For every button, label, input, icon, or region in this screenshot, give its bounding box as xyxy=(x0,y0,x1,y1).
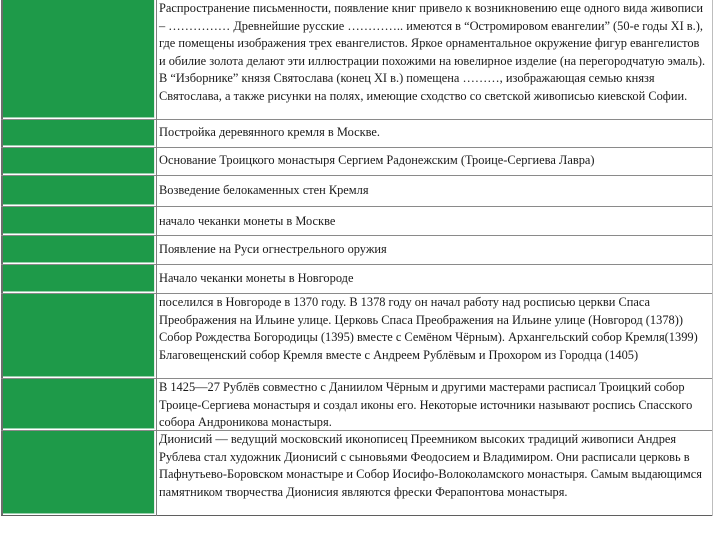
table-row xyxy=(1,176,713,207)
answer-cell[interactable] xyxy=(3,379,155,429)
table-row xyxy=(1,294,713,379)
description-cell: Основание Троицкого монастыря Сергием Радонежским (Троице-Сергиева Лавра) xyxy=(159,153,595,167)
answer-cell[interactable] xyxy=(3,0,155,118)
answer-cell[interactable] xyxy=(3,431,155,514)
answer-cell[interactable] xyxy=(3,176,155,205)
description-cell: В 1425—27 Рублёв совместно с Даниилом Чёрным и другими мастерами расписал Троицкий собор Троице-Сергиева монастыря и создал иконы его. Некоторые источники называют роспись Спасского собора Андроникова монастыря. xyxy=(159,380,693,429)
table-row xyxy=(1,148,713,176)
table-row xyxy=(1,120,713,148)
description-cell: Появление на Руси огнестрельного оружия xyxy=(159,242,387,256)
description-cell: Дионисий — ведущий московский иконописец Преемником высоких традиций живописи Андрея Рублева стал художник Дионисий с сыновьями Феодосием и Владимиром. Они расписали церковь в Пафнутьево-Боровском монастыре и Собор Иосифо-Волоколамского монастыря. Самым выдающимся памятником творчества Дионисия являются фрески Ферапонтова монастыря. xyxy=(159,432,702,499)
table-row xyxy=(1,431,713,516)
answer-cell[interactable] xyxy=(3,148,155,174)
description-cell: Постройка деревянного кремля в Москве. xyxy=(159,125,380,139)
table-row xyxy=(1,0,713,120)
answer-cell[interactable] xyxy=(3,294,155,377)
table-row xyxy=(1,207,713,236)
answer-cell[interactable] xyxy=(3,207,155,234)
description-cell: Возведение белокаменных стен Кремля xyxy=(159,183,369,197)
answer-cell[interactable] xyxy=(3,120,155,146)
answer-cell[interactable] xyxy=(3,236,155,263)
column-divider xyxy=(156,0,157,516)
table-row xyxy=(1,265,713,294)
table-row xyxy=(1,379,713,431)
table-right-border xyxy=(712,0,713,516)
description-cell: Начало чеканки монеты в Новгороде xyxy=(159,271,354,285)
description-cell: поселился в Новгороде в 1370 году. В 1378 году он начал работу над росписью церкви Спаса Преображения на Ильине улице. Церковь Спаса Преображения на Ильине улице (Новгород (1378)) Собор Рождества Богородицы (1395) вместе с Семёном Чёрным). Архангельский собор Кремля(1399) Благовещенский собор Кремля вместе с Андреем Рублёвым и Прохором из Городца (1405) xyxy=(159,295,698,362)
answer-cell[interactable] xyxy=(3,265,155,292)
description-cell: Распространение письменности, появление книг привело к возникновению еще одного вида живописи – …………… Древнейшие русские ………….. имеются в “Остромировом евангелии” (50-е годы XI в.), где помещены изображения трех евангелистов. Яркое орнаментальное окружение фигур евангелистов и обилие золота делают эти иллюстрации похожими на ювелирное изделие (на перегородчатую эмаль). В “Изборнике” князя Святослава (конец XI в.) помещена ………, изображающая семью князя Святослава, а также рисунки на полях, имеющие сходство со светской живописью киевской Софии. xyxy=(159,1,706,103)
description-cell: начало чеканки монеты в Москве xyxy=(159,214,336,228)
table-row xyxy=(1,236,713,265)
